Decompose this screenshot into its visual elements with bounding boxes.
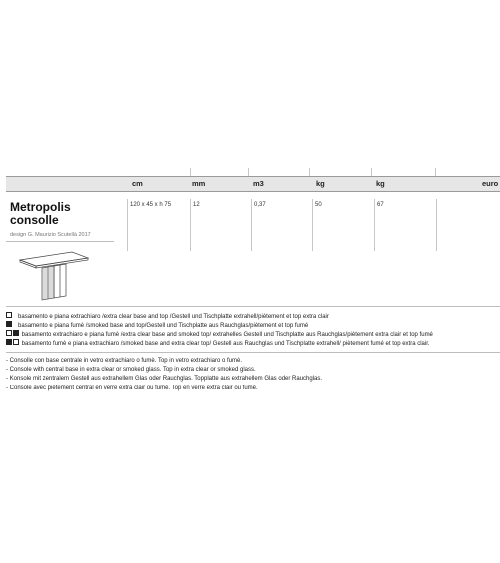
col-header-mm: mm (192, 179, 206, 188)
column-divider (190, 199, 191, 251)
spec-header-row (6, 176, 500, 192)
value-volume: 0,37 (254, 202, 266, 208)
variant-text: basamento e piana extrachiaro /extra clear base and top /Gestell und Tischplatte extrahell/piètement et top extra clair (18, 314, 329, 320)
column-divider (312, 199, 313, 251)
variant-text: basamento extrachiaro e piana fumè /extra clear base and smoked top/ extrahelles Gestell und Tischplatte aus Rauchglas/piètement extra clair et top fumé (21, 332, 433, 338)
column-divider (251, 199, 252, 251)
description-french-cut (6, 385, 306, 391)
filled-square-icon (13, 330, 19, 336)
col-header-kg-net: kg (316, 179, 325, 188)
col-header-m3: m3 (253, 179, 264, 188)
description-german: - Konsole mit zentralem Gestell aus extrahellem Glas oder Rauchglas. Topplatte aus extrahellem Glas oder Rauchglas. (6, 376, 323, 382)
col-header-cm: cm (132, 179, 143, 188)
value-thickness: 12 (193, 202, 200, 208)
variant-row (6, 321, 308, 329)
variant-text: basamento fumè e piana extrachiaro /smoked base and extra clear top/ Gestell aus Rauchglas und Tischplatte extrahell/ piètement fumé et top extra clair. (21, 341, 430, 347)
designer-credit: design G. Maurizio Scutellà 2017 (10, 232, 91, 238)
filled-square-icon (6, 321, 12, 327)
value-gross-weight: 67 (377, 202, 384, 208)
column-divider (436, 199, 437, 251)
outline-square-icon (6, 312, 12, 318)
divider-variants-top (6, 306, 500, 307)
description-italian: - Consolle con base centrale in vetro extrachiaro o fumè. Top in vetro extrachiaro o fumè. (6, 358, 243, 364)
column-divider (127, 199, 128, 251)
value-dimensions: 120 x 45 x h 75 (130, 202, 172, 208)
col-header-kg-gross: kg (376, 179, 385, 188)
description-french: - Console avec piètement central en verre extra clair ou fumé. Top en verre extra clair ou fumé. (6, 385, 258, 391)
outline-square-icon (13, 339, 19, 345)
column-divider (374, 199, 375, 251)
description-english: - Console with central base in extra clear or smoked glass. Top in extra clear or smoked glass. (6, 367, 256, 373)
filled-square-icon (6, 339, 12, 345)
value-net-weight: 50 (315, 202, 322, 208)
variant-row (6, 339, 430, 347)
product-name: Metropolis consolle (10, 200, 71, 227)
variant-text: basamento e piana fumè /smoked base and top/Gestell und Tischplatte aus Rauchglas/piètement et top fumé (18, 323, 309, 329)
outline-square-icon (6, 330, 12, 336)
col-header-euro: euro (482, 179, 499, 188)
divider-descriptions-top (6, 352, 500, 353)
name-underline (6, 241, 114, 242)
consolle-drawing (14, 246, 94, 304)
variant-row (6, 312, 329, 320)
header-guide-ticks (6, 168, 500, 176)
variant-row (6, 330, 433, 338)
